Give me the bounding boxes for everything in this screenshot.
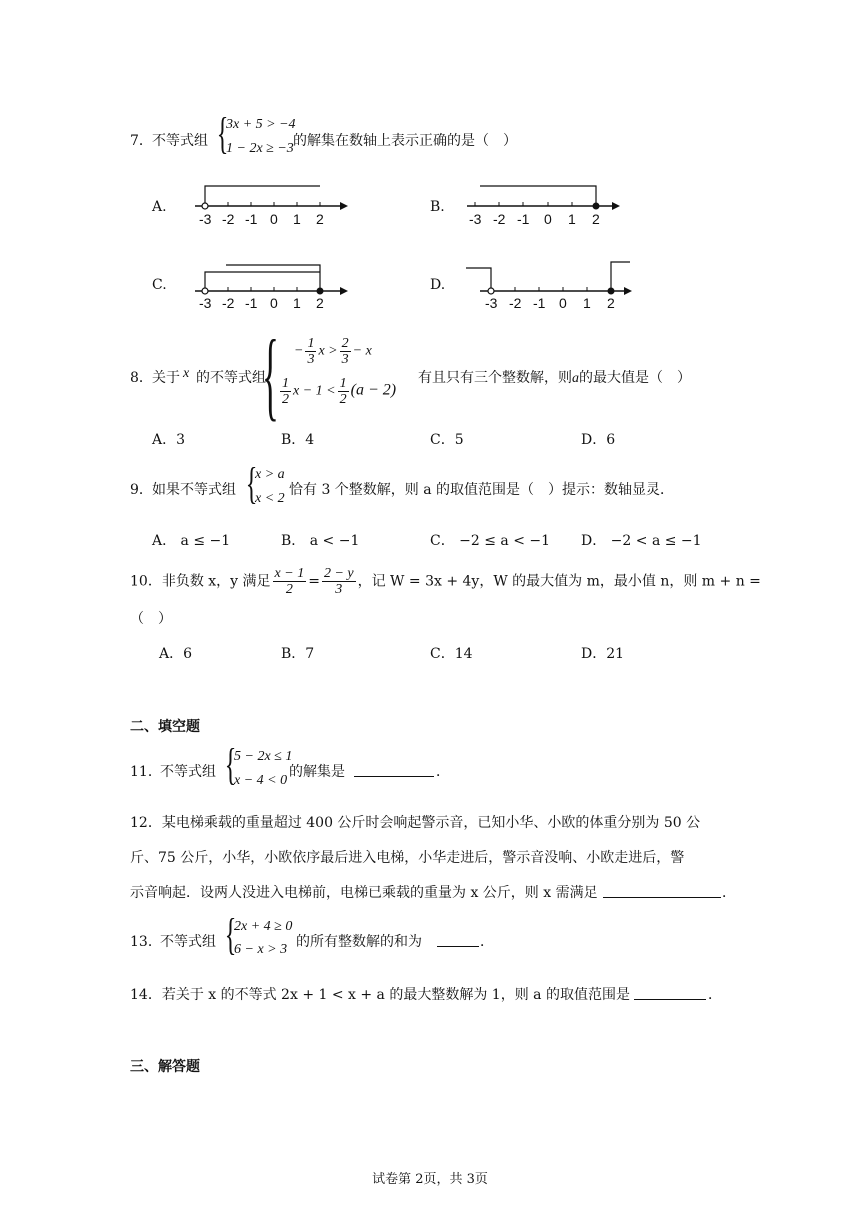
section-fill-in-title: 二、填空题 — [130, 719, 200, 735]
q9-option-b: B． a < −1 — [281, 533, 360, 549]
q12-line-3: 示音响起．设两人没进入电梯前，电梯已乘载的重量为 x 公斤，则 x 需满足 — [130, 885, 598, 901]
q10-option-a: A．6 — [159, 646, 193, 662]
tick-label: 2 — [592, 211, 600, 227]
q14-end: ． — [708, 987, 722, 1003]
q7-option-d-label: D. — [430, 277, 446, 293]
q7-prefix: 不等式组 — [152, 133, 208, 149]
tick-label: 2 — [316, 295, 324, 310]
q8-brace: { — [262, 319, 279, 430]
tick-label: 1 — [293, 295, 301, 310]
tick-label: 0 — [270, 211, 278, 227]
q13-brace: { — [224, 910, 237, 959]
tick-label: -3 — [199, 295, 212, 310]
q7-suffix: 的解集在数轴上表示正确的是（ ） — [293, 133, 517, 149]
q10-option-d: D．21 — [581, 646, 625, 662]
q11-prefix: 不等式组 — [160, 764, 216, 780]
tick-label: 2 — [316, 211, 324, 227]
q13-number: 13． — [130, 934, 162, 950]
q9-option-c: C． −2 ≤ a < −1 — [430, 533, 551, 549]
q13-suffix: 的所有整数解的和为 — [296, 934, 422, 950]
q11-suffix: 的解集是 — [289, 764, 345, 780]
q8-var-x: x — [183, 366, 190, 381]
tick-label: -2 — [509, 295, 522, 310]
q13-equation-2: 6 − x > 3 — [234, 942, 288, 957]
tick-label: -3 — [199, 211, 212, 227]
q10-line-2: （ ） — [130, 611, 172, 627]
q11-equation-1: 5 − 2x ≤ 1 — [234, 749, 293, 764]
tick-label: -1 — [245, 211, 258, 227]
tick-label: -1 — [517, 211, 530, 227]
q8-option-d: D．6 — [581, 432, 616, 448]
q8-option-a: A．3 — [152, 432, 186, 448]
q13-equation-1: 2x + 4 ≥ 0 — [234, 919, 293, 934]
q11-end: ． — [436, 764, 450, 780]
q12-line-2: 斤、75 公斤，小华，小欧依序最后进入电梯，小华走进后，警示音没响、小欧走进后，警 — [130, 850, 685, 866]
q8-suffix: 有且只有三个整数解，则a的最大值是（ ） — [418, 370, 691, 386]
q9-prefix: 如果不等式组 — [152, 482, 236, 498]
q11-answer-blank[interactable] — [354, 761, 434, 777]
q10-option-c: C．14 — [430, 646, 473, 662]
q7-number: 7． — [130, 133, 153, 149]
q11-equation-2: x − 4 < 0 — [234, 773, 288, 788]
tick-label: -3 — [469, 211, 482, 227]
q12-line-1: 12．某电梯乘载的重量超过 400 公斤时会响起警示音，已知小华、小欧的体重分别为 50 公 — [130, 815, 701, 831]
tick-label: 0 — [544, 211, 552, 227]
q7-option-a-label: A. — [152, 199, 167, 215]
q9-option-d: D． −2 < a ≤ −1 — [581, 533, 702, 549]
tick-label: -2 — [222, 211, 235, 227]
q13-prefix: 不等式组 — [160, 934, 216, 950]
q9-suffix: 恰有 3 个整数解，则 a 的取值范围是（ ）提示：数轴显灵． — [289, 482, 675, 498]
q7-option-c-number-line — [190, 256, 355, 310]
q10-line-1: 10．非负数 x，y 满足 $\frac{x - 1}{2}$ = $\frac{2 - y}{3}$ ，记 W = 3x + 4y，W 的最大值为 m，最小值 n，则 m + n = — [130, 566, 761, 597]
q12-end: ． — [722, 885, 736, 901]
q7-equation-2: 1 − 2x ≥ −3 — [226, 141, 294, 156]
tick-label: 0 — [270, 295, 278, 310]
q8-pre: 关于 — [152, 370, 180, 386]
tick-label: 1 — [583, 295, 591, 310]
q8-option-b: B．4 — [281, 432, 315, 448]
q8-row-1: − $\frac{1}{3}$ x > $\frac{2}{3}$ − x — [294, 336, 372, 367]
tick-label: -2 — [222, 295, 235, 310]
q13-end: ． — [480, 934, 494, 950]
tick-label: -2 — [493, 211, 506, 227]
q9-brace: { — [245, 459, 258, 508]
tick-label: -1 — [533, 295, 546, 310]
q9-option-a: A． a ≤ −1 — [152, 533, 231, 549]
q9-equation-1: x > a — [255, 467, 285, 482]
tick-label: -1 — [245, 295, 258, 310]
q7-option-c-label: C. — [152, 277, 167, 293]
q7-brace: { — [216, 109, 229, 158]
tick-label: 1 — [568, 211, 576, 227]
q9-number: 9． — [130, 482, 153, 498]
q12-answer-blank[interactable] — [603, 882, 721, 898]
page-footer: 试卷第 2页，共 3页 — [372, 1172, 488, 1187]
tick-label: 0 — [559, 295, 567, 310]
q11-brace: { — [224, 740, 237, 789]
q10-option-b: B．7 — [281, 646, 315, 662]
q7-option-b-number-line — [462, 178, 627, 228]
q7-equation-1: 3x + 5 > −4 — [226, 117, 296, 132]
tick-label: 1 — [293, 211, 301, 227]
q8-number: 8． — [130, 370, 153, 386]
q13-answer-blank[interactable] — [437, 931, 479, 947]
q8-row-2: $\frac{1}{2}$ x − 1 < $\frac{1}{2}$ (a − 2) — [282, 376, 397, 407]
q7-option-a-number-line — [190, 178, 355, 228]
q11-number: 11． — [130, 764, 162, 780]
q7-option-b-label: B. — [430, 199, 445, 215]
q14-text: 14．若关于 x 的不等式 2x + 1 < x + a 的最大整数解为 1，则 a 的取值范围是 — [130, 987, 630, 1003]
q8-mid: 的不等式组 — [196, 370, 266, 386]
q8-option-c: C．5 — [430, 432, 464, 448]
tick-label: -3 — [485, 295, 498, 310]
q14-answer-blank[interactable] — [634, 984, 706, 1000]
section-solve-title: 三、解答题 — [130, 1059, 200, 1075]
tick-label: 2 — [607, 295, 615, 310]
q9-equation-2: x < 2 — [255, 491, 285, 506]
q7-option-d-number-line — [462, 256, 637, 310]
